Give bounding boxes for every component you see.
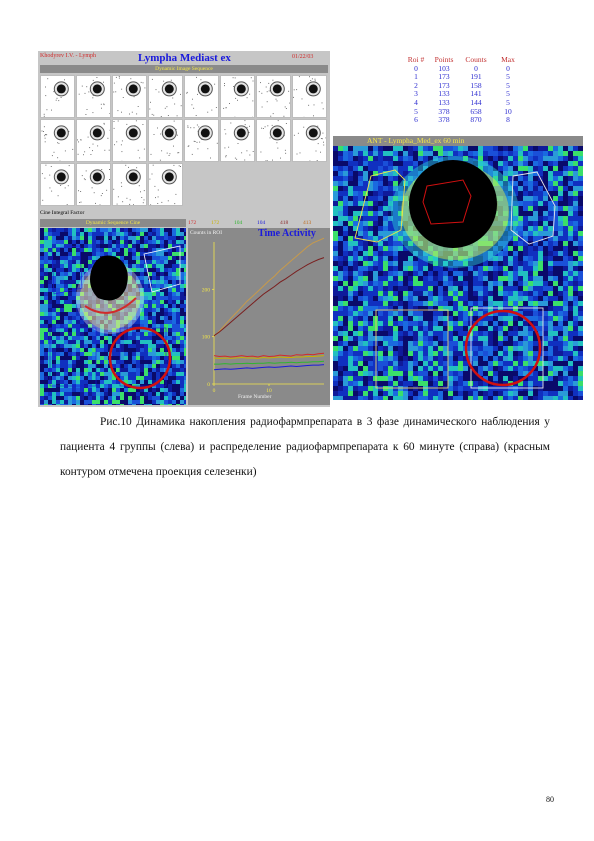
frame-thumbnail (40, 119, 75, 162)
series-line (214, 365, 324, 370)
roi-count-value: 413 (303, 220, 312, 226)
roi-table (388, 56, 538, 132)
frame-thumbnail (292, 119, 327, 162)
roi-table-cell: 5 (506, 89, 510, 99)
caption-text: Рис.10 Динамика накопления радиофармпрепарата в 3 фазе динамического наблюдения у пациента 4 группы (слева) и распределение радиофармпрепарата к 60 минуте (справа) (красным контуром отмечена проекция селезенки) (60, 416, 550, 478)
roi-table-cell: 378 (438, 106, 450, 116)
roi-table-cell: 0 (414, 63, 418, 73)
roi-count-value: 172 (211, 220, 220, 226)
integral-label: Cine Integral Factor (40, 210, 85, 216)
page-number: 80 (546, 795, 554, 804)
roi-table-cell: 8 (506, 115, 510, 125)
roi-table-cell: 173 (438, 72, 450, 82)
sequence-label: Dynamic Image Sequence (40, 65, 328, 73)
frame-thumbnail (148, 119, 183, 162)
roi-table-cell: 0 (506, 63, 510, 73)
frame-thumbnail (148, 75, 183, 118)
roi-table-cell: 870 (470, 115, 482, 125)
roi-table-cell: 3 (414, 89, 418, 99)
roi-table-cell: 173 (438, 80, 450, 90)
chart-title: Time Activity (258, 228, 316, 239)
roi-table-cell: 5 (506, 98, 510, 107)
frame-thumbnail (76, 119, 111, 162)
roi-table-cell: 133 (438, 89, 450, 99)
roi-table-cell: 5 (506, 72, 510, 82)
roi-table-cell: 158 (470, 80, 482, 90)
roi-table-cell: 144 (470, 98, 482, 107)
roi-table-cell: 10 (504, 106, 512, 116)
series-line (214, 361, 324, 364)
dynamic-study-panel (38, 51, 330, 407)
frame-thumbnail (76, 75, 111, 118)
x-tick-label: 0 (212, 388, 216, 394)
roi-table-cell: 0 (474, 63, 478, 73)
injection-site-blob (90, 256, 128, 301)
frame-thumbnail (112, 119, 147, 162)
x-tick-label: 10 (266, 388, 272, 394)
chart-xlabel: Frame Number (238, 394, 272, 400)
roi-table-cell: 103 (438, 63, 450, 73)
frame-thumbnail (292, 75, 327, 118)
series-line (214, 258, 324, 336)
frame-thumbnail (112, 163, 147, 206)
roi-table-header: Max (501, 55, 515, 64)
roi-table-cell: 6 (414, 115, 418, 125)
frame-thumbnail (220, 75, 255, 118)
roi-table-cell: 658 (470, 106, 482, 116)
time-activity-chart (188, 228, 330, 405)
chart-ylabel: Counts in ROI (190, 230, 223, 236)
figure-caption (60, 410, 550, 485)
y-tick-label: 100 (201, 334, 210, 341)
roi-table-cell: 4 (414, 98, 418, 107)
roi-table-cell: 378 (438, 115, 450, 125)
frame-thumbnail (148, 163, 183, 206)
frame-thumbnail (40, 163, 75, 206)
frame-thumbnail (184, 75, 219, 118)
roi-table-cell: 1 (414, 72, 418, 82)
roi-table-header: Roi # (407, 55, 425, 64)
study-title: Lympha Mediast ex (138, 52, 231, 64)
frame-grid (40, 75, 330, 209)
ant-image (333, 146, 583, 400)
y-tick-label: 200 (201, 287, 210, 294)
ant-panel-title: ANT - Lympha_Med_ex 60 min (367, 136, 465, 145)
roi-table-cell: 141 (470, 89, 482, 99)
frame-thumbnail (112, 75, 147, 118)
roi-table-cell: 5 (414, 106, 418, 116)
y-tick-label: 0 (207, 382, 210, 388)
frame-thumbnail (256, 119, 291, 162)
roi-count-value: 172 (188, 220, 197, 226)
roi-table-header: Points (434, 55, 454, 64)
cine-label: Dynamic Sequence Cine (40, 219, 186, 227)
frame-thumbnail (220, 119, 255, 162)
roi-count-value: 104 (234, 220, 243, 226)
roi-table-cell: 2 (414, 80, 418, 90)
roi-table-cell: 133 (438, 98, 450, 107)
patient-name: Khodyrev I.V. - Lymph (40, 53, 97, 59)
roi-count-value: 104 (257, 220, 266, 226)
roi-table-cell: 5 (506, 80, 510, 90)
study-date: 01/22/03 (292, 54, 314, 60)
roi-count-value: 418 (280, 220, 289, 226)
ant-image-panel (333, 136, 583, 400)
frame-thumbnail (256, 75, 291, 118)
roi-table-cell: 191 (470, 72, 482, 82)
roi-table-header: Counts (465, 55, 487, 64)
frame-thumbnail (76, 163, 111, 206)
cine-image (40, 228, 186, 405)
frame-thumbnail (40, 75, 75, 118)
injection-site-blob (409, 160, 497, 248)
frame-thumbnail (184, 119, 219, 162)
